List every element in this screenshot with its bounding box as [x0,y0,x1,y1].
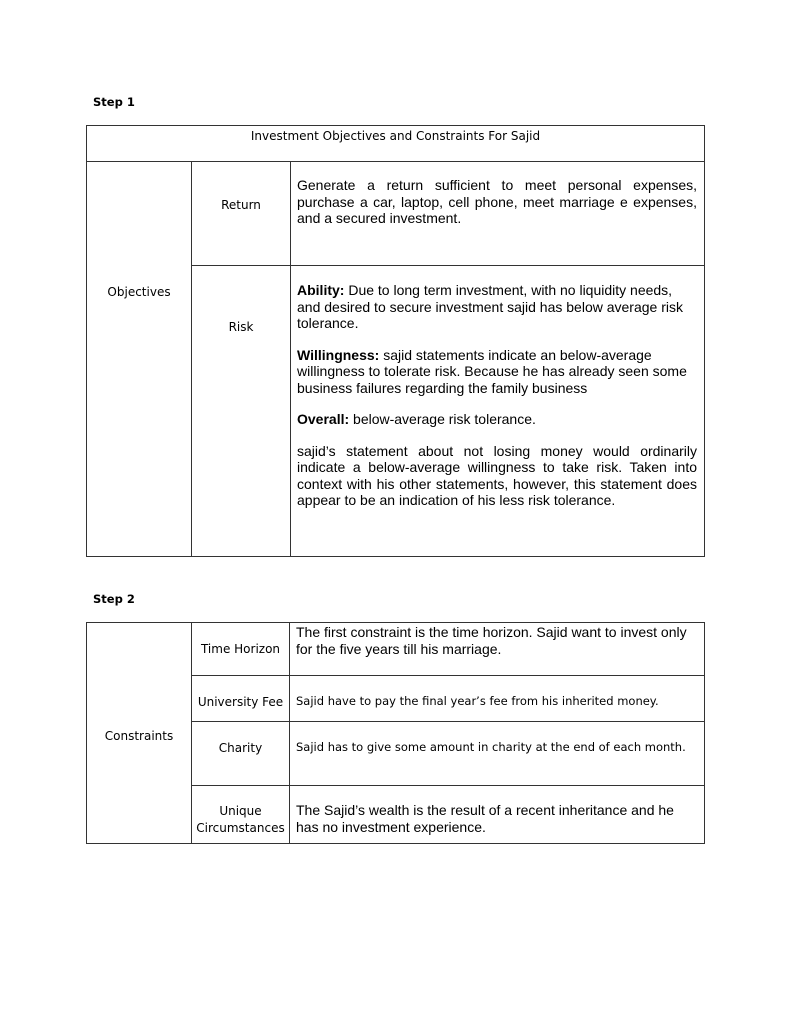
overall-text: below-average risk tolerance. [349,411,536,427]
charity-label: Charity [218,741,263,755]
time-horizon-text: The first constraint is the time horizon. Sajid want to invest only for the five years till his marriage. [296,624,687,657]
risk-label: Risk [228,320,254,334]
willingness-text: sajid statements indicate an below-average willingness to tolerate risk. Because he has already seen some business failures regarding the family business [297,346,687,396]
university-fee-text: Sajid have to pay the final year’s fee from his inherited money. [296,694,659,708]
constraints-section-label: Constraints [104,729,174,743]
ability-text: Due to long term investment, with no liquidity needs, and desired to secure investment sajid has below average risk tolerance. [297,282,683,331]
step-1-heading: Step 1 [93,95,135,109]
return-label: Return [221,198,261,212]
overall-label: Overall: [297,411,350,427]
university-fee-label: University Fee [197,695,284,709]
time-horizon-label: Time Horizon [200,642,281,656]
objectives-table-title: Investment Objectives and Constraints For Sajid [250,129,541,143]
ability-paragraph [297,282,697,332]
return-text: Generate a return sufficient to meet personal expenses, purchase a car, laptop, cell phone, meet marriage e expenses, and a secured investment. [297,177,697,226]
risk-text [297,282,697,509]
risk-note: sajid’s statement about not losing money would ordinarily indicate a below-average willingness to take risk. Taken into context with his other statements, however, this statement does appear to be an indication of his less risk tolerance. [297,442,697,508]
overall-paragraph [297,411,697,428]
willingness-label: Willingness: [297,346,380,363]
step-2-heading: Step 2 [93,592,135,606]
ability-label: Ability: [297,282,345,298]
unique-circumstances-text: The Sajid’s wealth is the result of a recent inheritance and he has no investment experience. [296,802,674,835]
unique-circumstances-label: Unique Circumstances [196,804,285,835]
charity-text: Sajid has to give some amount in charity at the end of each month. [296,740,686,754]
objectives-section-label: Objectives [107,285,171,299]
willingness-paragraph [297,347,697,397]
